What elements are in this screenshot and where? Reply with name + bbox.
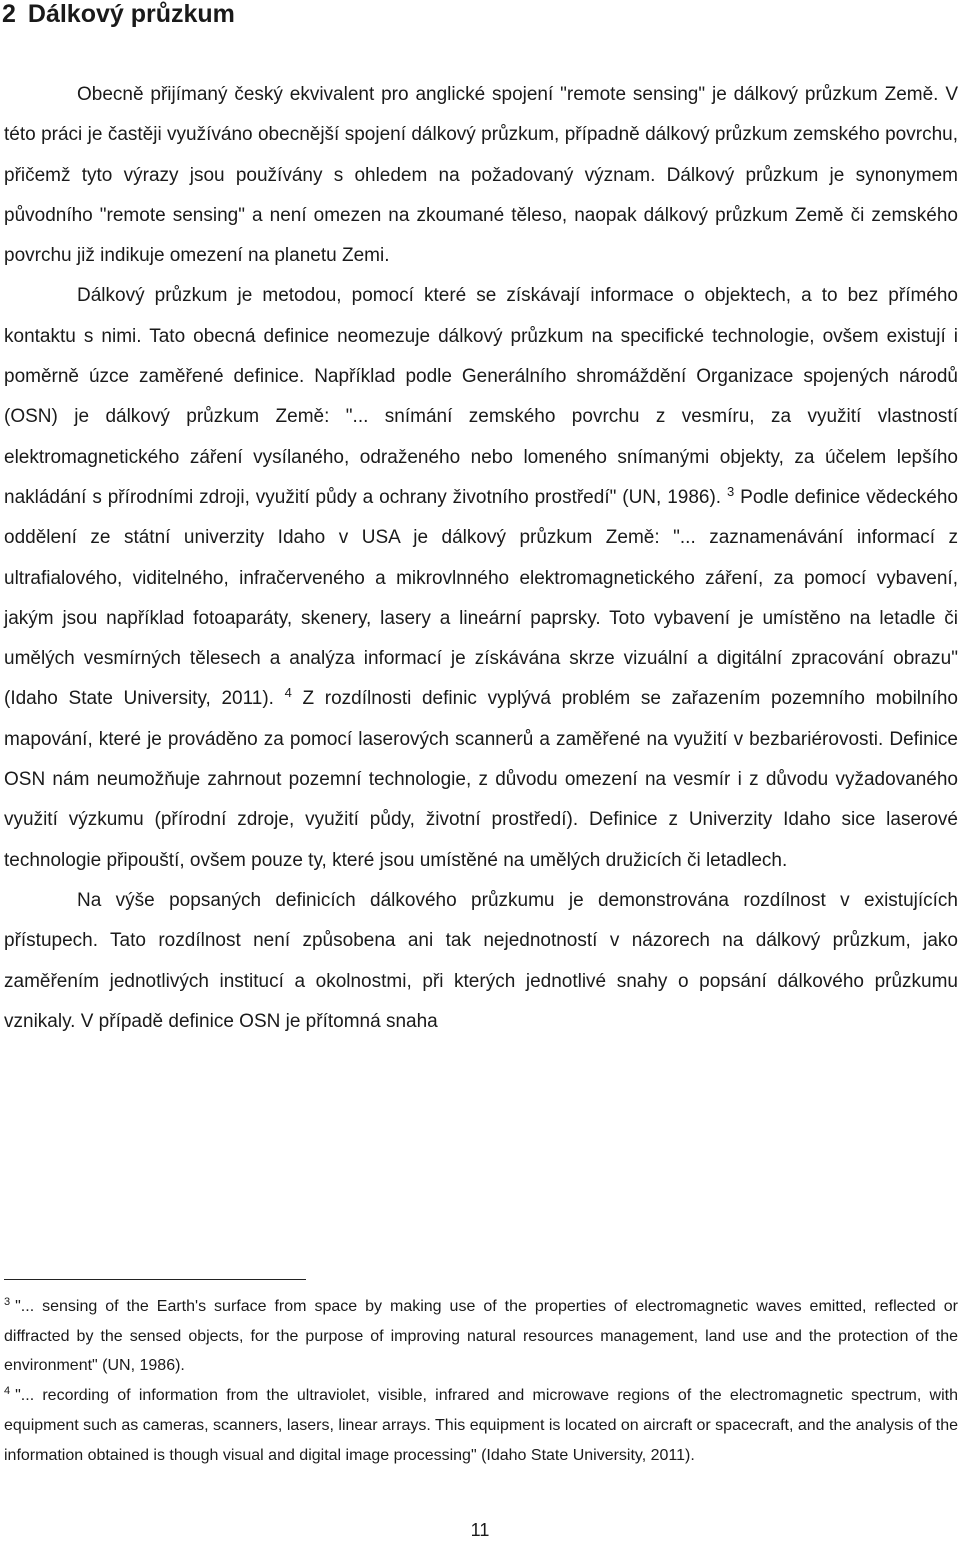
paragraph (4, 75, 958, 276)
footnote-reference[interactable]: 3 (727, 483, 735, 499)
page-number: 11 (470, 1520, 490, 1540)
paragraph-text: Dálkový průzkum je metodou, pomocí které se získávají informace o objektech, a to bez přímého kontaktu s nimi. Tato obecná definice neomezuje dálkový průzkum na specifické technologie, ovšem existují i poměrně úzce zaměřené definice. Například podle Generálního shromáždění Organizace spojených národů (OSN) je dálkový průzkum Země: "... snímání zemského povrchu z vesmíru, za využití vlastností elektromagnetického záření vysílaného, odraženého nebo lomeného snímanými objekty, za účelem lepšího nakládání s přírodními zdroji, využití půdy a ochrany životního prostředí" (UN, 1986). (4, 285, 958, 508)
footnote-text: "... recording of information from the ultraviolet, visible, infrared and microwave regions of the electromagnetic spectrum, with equipment such as cameras, scanners, lasers, linear arrays. This equipment is located on aircraft or spacecraft, and the analysis of the information obtained is though visual and digital image processing" (Idaho State University, 2011). (4, 1387, 958, 1464)
paragraph (4, 276, 958, 880)
body-text (4, 75, 958, 1042)
footnote-mark: 4 (4, 1385, 11, 1398)
footnote-text: "... sensing of the Earth's surface from space by making use of the properties of electromagnetic waves emitted, reflected or diffracted by the sensed objects, for the purpose of improving natural resources management, land use and the protection of the environment" (UN, 1986). (4, 1298, 958, 1375)
footnote-reference[interactable]: 4 (284, 685, 292, 701)
paragraph (4, 881, 958, 1042)
footnote (4, 1292, 958, 1381)
section-title: Dálkový průzkum (27, 0, 235, 28)
paragraph-text: Na výše popsaných definicích dálkového průzkumu je demonstrována rozdílnost v existujících přístupech. Tato rozdílnost není způsobena ani tak nejednotností v názorech na dálkový průzkum, jako zaměřením jednotlivých institucí a okolnostmi, při kterých jednotlivé snahy o popsání dálkového průzkumu vznikaly. V případě definice OSN je přítomná snaha (4, 889, 958, 1032)
footnote (4, 1381, 958, 1470)
footnote-separator (4, 1279, 306, 1280)
paragraph-text: Podle definice vědeckého oddělení ze státní univerzity Idaho v USA je dálkový průzkum Země: "... zaznamenávání informací z ultrafialového, viditelného, infračerveného a mikrovlnného elektromagnetického záření, za pomocí vybavení, jakým jsou například fotoaparáty, skenery, lasery a lineární paprsky. Toto vybavení je umístěno na letadle či umělých vesmírných tělesech a analýza informací je získávána skrze vizuální a digitální zpracování obrazu" (Idaho State University, 2011). (4, 486, 958, 710)
footnote-mark: 3 (4, 1296, 11, 1308)
paragraph-text: Z rozdílnosti definic vyplývá problém se zařazením pozemního mobilního mapování, které je prováděno za pomocí laserových scannerů a zaměřené na využití v bezbariérovosti. Definice OSN nám neumožňuje zahrnout pozemní technologie, z důvodu omezení na vesmír i z důvodu vyžadovaného využití výzkumu (přírodní zdroje, využití půdy, životní prostředí). Definice z Univerzity Idaho sice laserové technologie připouští, ovšem pouze ty, které jsou umístěné na umělých družicích či letadlech. (4, 688, 958, 871)
footnotes (4, 1292, 958, 1470)
section-heading (2, 0, 235, 32)
section-number: 2 (2, 0, 16, 28)
paragraph-text: Obecně přijímaný český ekvivalent pro anglické spojení "remote sensing" je dálkový průzkum Země. V této práci je častěji využíváno obecnější spojení dálkový průzkum, případně dálkový průzkum zemského povrchu, přičemž tyto výrazy jsou používány s ohledem na požadovaný význam. Dálkový průzkum je synonymem původního "remote sensing" a není omezen na zkoumané těleso, naopak dálkový průzkum Země či zemského povrchu již indikuje omezení na planetu Zemi. (4, 84, 958, 267)
